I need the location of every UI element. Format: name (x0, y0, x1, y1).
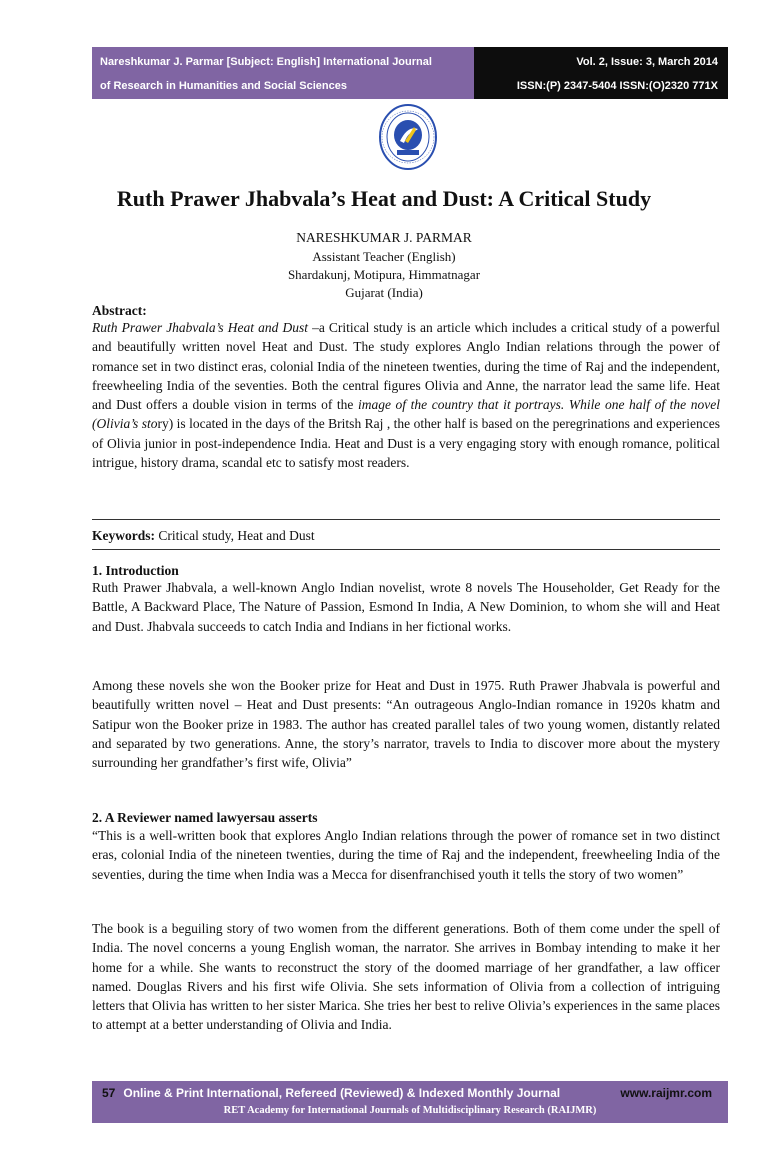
header-issn: ISSN:(P) 2347-5404 ISSN:(O)2320 771X (516, 80, 718, 92)
footer-tagline: Online & Print International, Refereed (Reviewed) & Indexed Monthly Journal (123, 1086, 561, 1100)
section2-paragraph2: The book is a beguiling story of two women from the different generations. Both of them come under the spell of India. The novel concerns a young English woman, the narrator. She arrives in Bombay intending to make it her home for a while. She wants to reconstruct the story of the doomed marriage of her grandfather, a law officer named. Douglas Rivers and his first wife Olivia. She sets information of Olivia from a collection of intriguing letters that Olivia has written to her sister Marica. She tries her best to relive Olivia’s experiences in the same places to attempt at a better understanding of Olivia and India. (92, 921, 720, 1033)
abstract-text-2: ry) is located in the days of the Britsh Raj , the other half is based on the peregrinations and experiences of Olivia junior in post-independence India. Heat and Dust is a very engaging story with enough romance, political intrigue, history drama, scandal etc to satisfy most readers. (92, 416, 720, 471)
abstract-heading: Abstract: (92, 303, 147, 318)
abstract-body (92, 318, 720, 472)
journal-header-left (92, 47, 474, 99)
keywords-bottom-rule (92, 549, 720, 550)
author-address: Shardakunj, Motipura, Himmatnagar (287, 267, 481, 282)
abstract-italic-passage: image of the country that it portrays. While one half of the novel (Olivia’s sto (92, 397, 720, 432)
keywords-top-rule (92, 519, 720, 520)
journal-header (92, 47, 728, 99)
section1-heading: 1. Introduction (92, 563, 179, 578)
author-role: Assistant Teacher (English) (312, 249, 456, 264)
section1-paragraph2: Among these novels she won the Booker prize for Heat and Dust in 1975. Ruth Prawer Jhabvala is powerful and beautifully written novel – Heat and Dust presents: “An outrageous Anglo-Indian romance in 1920s khatm and Satipur won the Booker prize in 1983. The author has created parallel tales of two young women, distantly related and separated by two generations. Anne, the story’s narrator, travels to India to discover more about the mystery surrounding her grandfather’s first wife, Olivia” (92, 678, 720, 771)
keywords-line (92, 526, 720, 545)
section2-paragraph1: “This is a well-written book that explores Anglo Indian relations through the power of romance set in two distinct eras, colonial India of the nineteen twenties, during the time of Raj and the independent, freewheeling India of the seventies, during the time when India was a Mecca for disenfranchised youth it tells the story of two women” (92, 828, 720, 882)
abstract-lead-title: Ruth Prawer Jhabvala’s Heat and Dust (92, 320, 308, 335)
section1-paragraph1: Ruth Prawer Jhabvala, a well-known Anglo Indian novelist, wrote 8 novels The Householder, Get Ready for the Battle, A Backward Place, The Nature of Passion, Esmond In India, A New Dominion, to whom she will and Heat and Dust. Jhabvala succeeds to catch India and Indians in her fictional works. (92, 580, 720, 634)
journal-footer (92, 1081, 728, 1123)
keywords-label: Keywords: (92, 528, 155, 543)
section2-heading: 2. A Reviewer named lawyersau asserts (92, 810, 318, 825)
logo-seal-icon (378, 103, 438, 171)
journal-header-right (474, 47, 728, 99)
header-journal-line1: Nareshkumar J. Parmar [Subject: English] International Journal (100, 56, 432, 68)
paper-title: Ruth Prawer Jhabvala’s Heat and Dust: A Critical Study (116, 186, 652, 211)
keywords-value: Critical study, Heat and Dust (155, 528, 315, 543)
footer-publisher: RET Academy for International Journals of Multidisciplinary Research (RAIJMR) (223, 1105, 597, 1116)
page-number: 57 (102, 1086, 116, 1100)
header-volume-issue: Vol. 2, Issue: 3, March 2014 (576, 56, 718, 68)
raijmr-logo (378, 103, 438, 171)
author-region: Gujarat (India) (345, 285, 423, 300)
footer-line1 (102, 1086, 560, 1100)
author-name: NARESHKUMAR J. PARMAR (296, 230, 472, 245)
header-journal-line2: of Research in Humanities and Social Sciences (100, 80, 347, 92)
abstract-text-1: –a Critical study is an article which includes a critical study of a powerful and beautifully written novel Heat and Dust. The study explores Anglo Indian relations through the power of romance set in two distinct eras, colonial India of the nineteen twenties, during the time of Raj and the independent, freewheeling India of the seventies. Both the central figures Olivia and Anne, the narrator lead the same life. Heat and Dust offers a double vision in terms of the (92, 320, 720, 413)
footer-website-link[interactable]: www.raijmr.com (620, 1086, 712, 1100)
